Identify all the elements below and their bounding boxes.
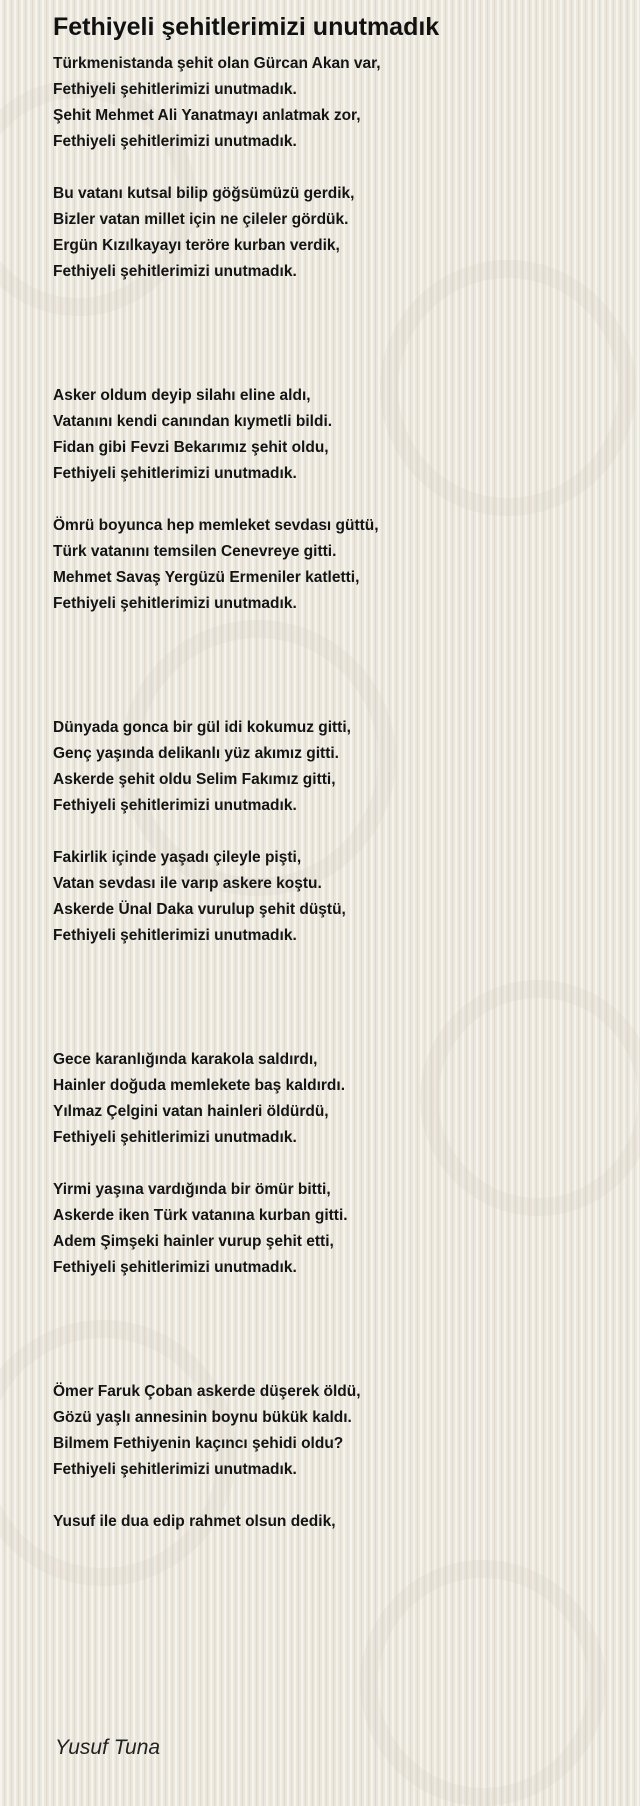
poem-line: Türkmenistanda şehit olan Gürcan Akan var, xyxy=(53,55,381,72)
poem-line: Ömer Faruk Çoban askerde düşerek öldü, xyxy=(53,1383,361,1400)
poem-line: Gözü yaşlı annesinin boynu bükük kaldı. xyxy=(53,1409,352,1426)
stanza xyxy=(53,513,613,617)
poem-line: Yirmi yaşına vardığında bir ömür bitti, xyxy=(53,1181,331,1198)
poem-line: Yılmaz Çelgini vatan hainleri öldürdü, xyxy=(53,1103,329,1120)
poem-line: Fidan gibi Fevzi Bekarımız şehit oldu, xyxy=(53,439,329,456)
poem-line: Fethiyeli şehitlerimizi unutmadık. xyxy=(53,797,297,814)
stanza-gap xyxy=(53,1281,613,1379)
stanza xyxy=(53,1379,613,1483)
poem-line: Askerde Ünal Daka vurulup şehit düştü, xyxy=(53,901,346,918)
poem-line: Şehit Mehmet Ali Yanatmayı anlatmak zor, xyxy=(53,107,361,124)
poem-line: Türk vatanını temsilen Cenevreye gitti. xyxy=(53,543,337,560)
poem-line: Fethiyeli şehitlerimizi unutmadık. xyxy=(53,263,297,280)
poem-line: Fethiyeli şehitlerimizi unutmadık. xyxy=(53,927,297,944)
poem-line: Fethiyeli şehitlerimizi unutmadık. xyxy=(53,1129,297,1146)
stanza xyxy=(53,845,613,949)
poem-line: Asker oldum deyip silahı eline aldı, xyxy=(53,387,311,404)
poem-body xyxy=(53,51,613,1535)
stanza-gap xyxy=(53,1483,613,1509)
poem-line: Fethiyeli şehitlerimizi unutmadık. xyxy=(53,1259,297,1276)
stanza xyxy=(53,1047,613,1151)
stanza-gap xyxy=(53,155,613,181)
poem-line: Dünyada gonca bir gül idi kokumuz gitti, xyxy=(53,719,351,736)
poem-line: Bu vatanı kutsal bilip göğsümüzü gerdik, xyxy=(53,185,355,202)
poem-line: Fethiyeli şehitlerimizi unutmadık. xyxy=(53,465,297,482)
poem-line: Ömrü boyunca hep memleket sevdası güttü, xyxy=(53,517,379,534)
poem-line: Vatan sevdası ile varıp askere koştu. xyxy=(53,875,322,892)
stanza xyxy=(53,1177,613,1281)
stanza xyxy=(53,715,613,819)
stanza xyxy=(53,181,613,285)
stanza xyxy=(53,51,613,155)
poem-line: Askerde şehit oldu Selim Fakımız gitti, xyxy=(53,771,336,788)
poem-line: Askerde iken Türk vatanına kurban gitti. xyxy=(53,1207,348,1224)
poem-line: Mehmet Savaş Yergüzü Ermeniler katletti, xyxy=(53,569,360,586)
author-name: Yusuf Tuna xyxy=(55,1736,161,1759)
stanza xyxy=(53,1509,613,1535)
poem-line: Gece karanlığında karakola saldırdı, xyxy=(53,1051,318,1068)
poem-line: Vatanını kendi canından kıymetli bildi. xyxy=(53,413,333,430)
poem-line: Fakirlik içinde yaşadı çileyle pişti, xyxy=(53,849,302,866)
stanza-gap xyxy=(53,949,613,1047)
poem-line: Bizler vatan millet için ne çileler gördük. xyxy=(53,211,349,228)
poem-line: Adem Şimşeki hainler vurup şehit etti, xyxy=(53,1233,334,1250)
poem-line: Fethiyeli şehitlerimizi unutmadık. xyxy=(53,133,297,150)
poem-line: Bilmem Fethiyenin kaçıncı şehidi oldu? xyxy=(53,1435,344,1452)
poem-title: Fethiyeli şehitlerimizi unutmadık xyxy=(53,13,440,41)
stanza-gap xyxy=(53,1151,613,1177)
stanza-gap xyxy=(53,617,613,715)
poem-line: Yusuf ile dua edip rahmet olsun dedik, xyxy=(53,1513,336,1530)
stanza xyxy=(53,383,613,487)
stanza-gap xyxy=(53,285,613,383)
poem-line: Genç yaşında delikanlı yüz akımız gitti. xyxy=(53,745,339,762)
poem-line: Fethiyeli şehitlerimizi unutmadık. xyxy=(53,81,297,98)
poem-line: Hainler doğuda memlekete baş kaldırdı. xyxy=(53,1077,346,1094)
background-ornament xyxy=(360,1560,606,1806)
stanza-gap xyxy=(53,487,613,513)
poem-line: Fethiyeli şehitlerimizi unutmadık. xyxy=(53,595,297,612)
stanza-gap xyxy=(53,819,613,845)
poem-line: Fethiyeli şehitlerimizi unutmadık. xyxy=(53,1461,297,1478)
poem-line: Ergün Kızılkayayı teröre kurban verdik, xyxy=(53,237,340,254)
